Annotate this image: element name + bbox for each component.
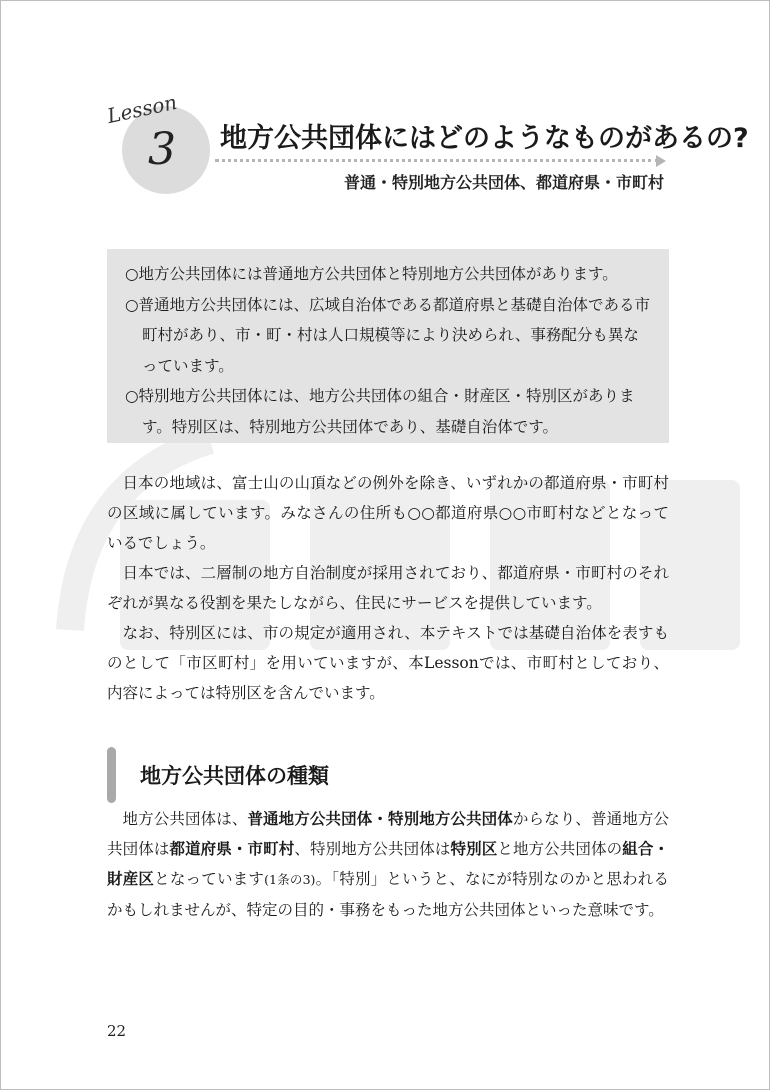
body-paragraph: 日本の地域は、富士山の山頂などの例外を除き、いずれかの都道府県・市町村の区域に属しています。みなさんの住所も○○都道府県○○市町村などとなっているでしょう。 [107,474,669,552]
lesson-number: 3 [148,124,176,175]
bold-term: 組合・財産区 [107,840,669,888]
body-text [107,468,669,708]
section-paragraph [107,804,669,925]
page-number: 22 [107,1022,127,1040]
page-title: 地方公共団体にはどのようなものがあるの? [220,123,749,154]
summary-box [107,249,669,443]
bold-term: 都道府県・市町村 [169,840,295,858]
text-run: 、特別地方公共団体は [294,840,451,858]
body-paragraph: なお、特別区には、市の規定が適用され、本テキストでは基礎自治体を表すものとして「市区町村」を用いていますが、本Lessonでは、市町村としており、内容によっては特別区を含んでいます。 [107,624,669,702]
bold-term: 普通地方公共団体・特別地方公共団体 [247,810,513,828]
summary-item: ○特別地方公共団体には、地方公共団体の組合・財産区・特別区があります。特別区は、特別地方公共団体であり、基礎自治体です。 [125,387,635,436]
section-body [107,804,669,925]
text-run: からなり、普通地方公共団体は [107,810,669,858]
section-heading: 地方公共団体の種類 [140,764,329,788]
page-subtitle: 普通・特別地方公共団体、都道府県・市町村 [343,173,664,192]
title-dotted-rule [215,159,659,162]
lesson-label: Lesson [105,89,180,128]
summary-item: ○普通地方公共団体には、広域自治体である都道府県と基礎自治体である市町村があり、市・町・村は人口規模等により決められ、事務配分も異なっています。 [125,295,651,375]
text-run: 。「特別」というと、なにが特別なのかと思われるかもしれませんが、特定の目的・事務をもった地方公共団体といった意味です。 [107,870,669,919]
body-paragraph: 日本では、二層制の地方自治制度が採用されており、都道府県・市町村のそれぞれが異なる役割を果たしながら、住民にサービスを提供しています。 [107,564,669,612]
summary-item: ○地方公共団体には普通地方公共団体と特別地方公共団体があります。 [125,265,618,283]
bold-term: 特別区 [450,840,498,858]
text-run: と地方公共団体の [497,840,623,858]
title-arrow-icon [656,155,666,167]
article-reference: (1条の3) [264,872,316,887]
text-run: となっています [154,870,265,888]
section-marker [107,747,116,803]
text-run: 地方公共団体は、 [122,810,248,828]
